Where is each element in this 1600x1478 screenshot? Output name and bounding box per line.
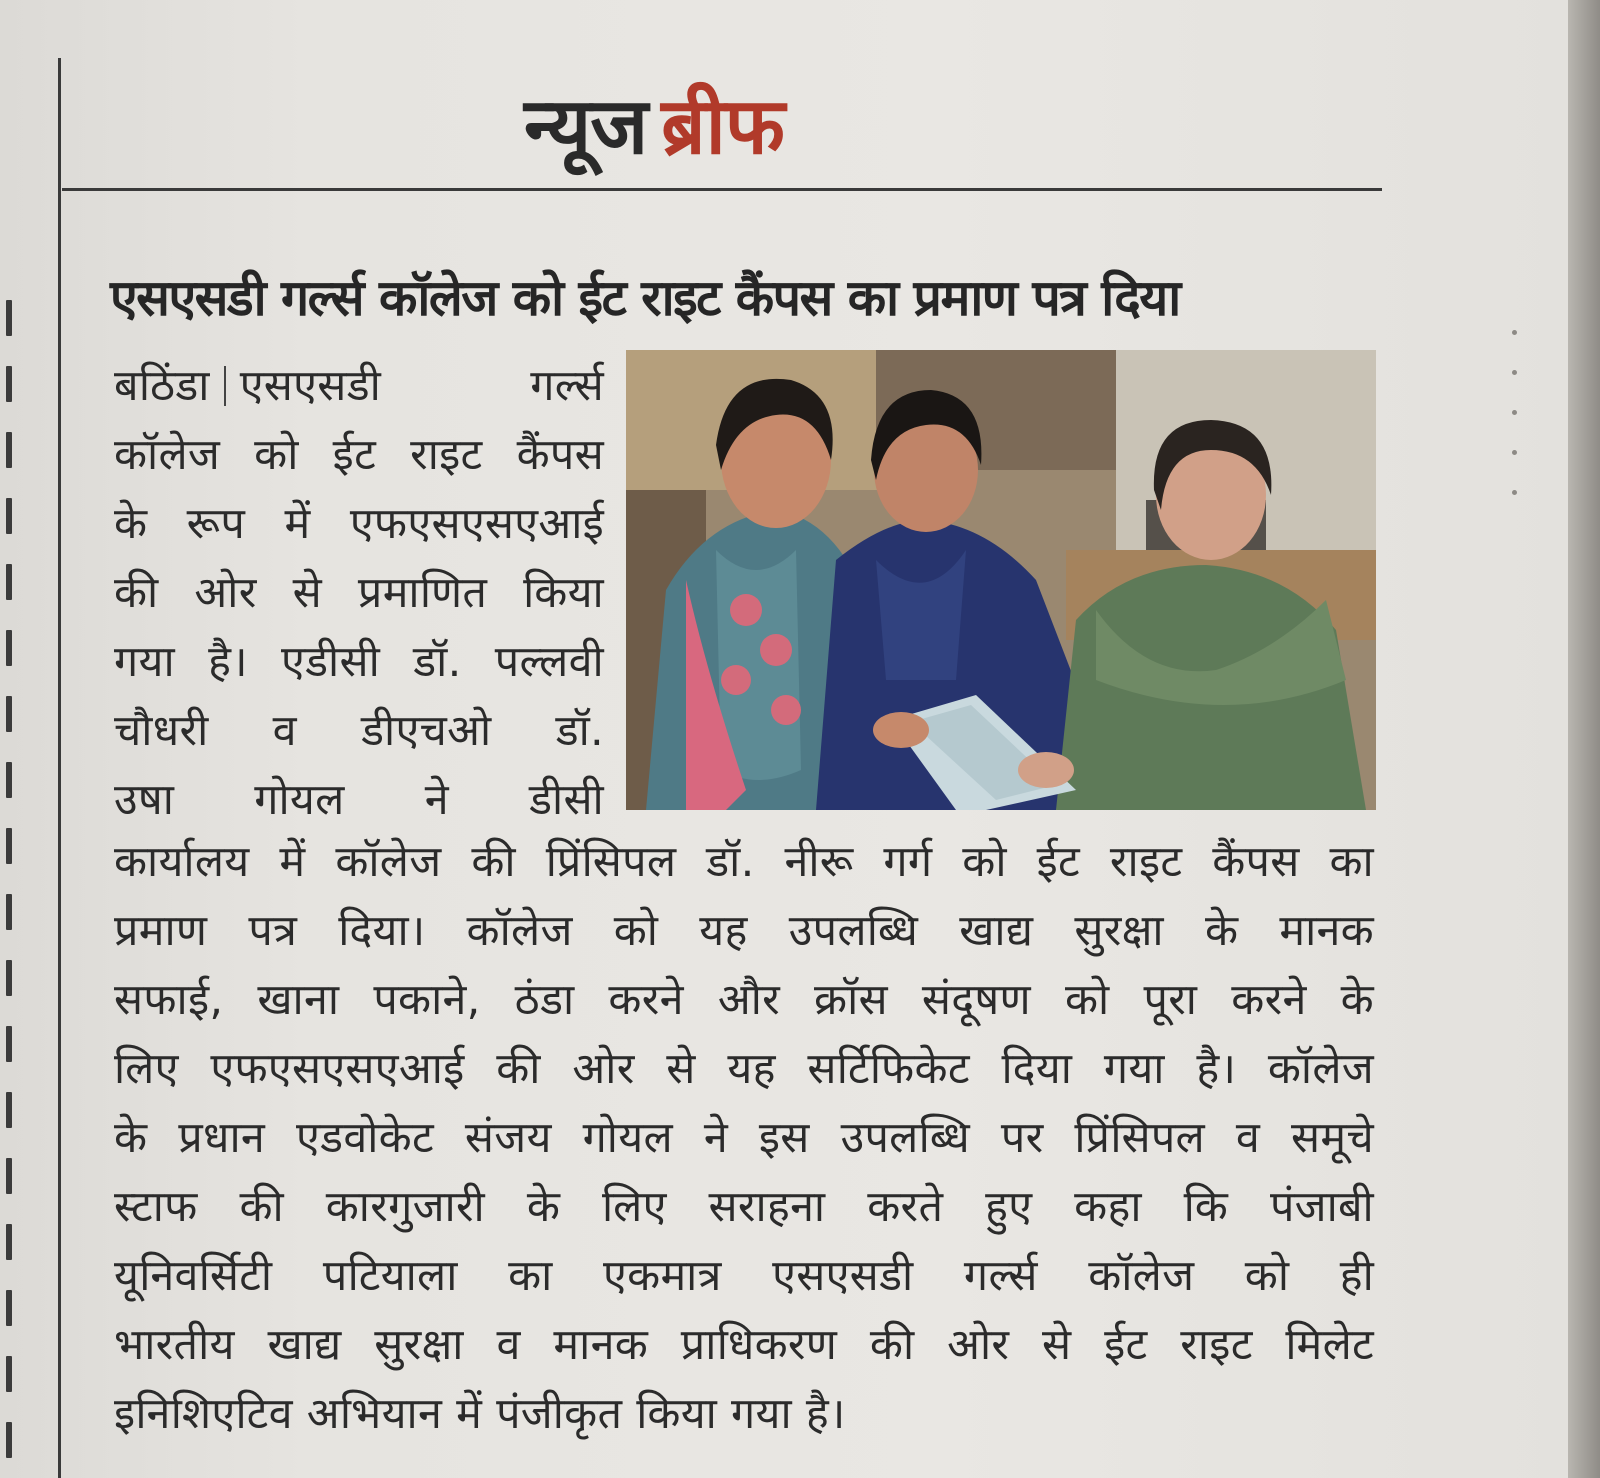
article-body (114, 828, 1374, 1449)
section-masthead (524, 70, 785, 172)
lead-line: चौधरी व डीएचओ डॉ. (114, 706, 604, 756)
lead-line-text: एसएसडी गर्ल्स (239, 361, 604, 411)
news-photo (626, 350, 1376, 810)
lead-line (114, 352, 604, 421)
column-rule (58, 58, 61, 1478)
body-line: प्रमाण पत्र दिया। कॉलेज को यह उपलब्धि खाद्य सुरक्षा के मानक (114, 906, 1374, 956)
lead-line: कॉलेज को ईट राइट कैंपस (114, 430, 604, 480)
news-photo-three-women-certificate-icon (626, 350, 1376, 810)
margin-dots (1500, 310, 1530, 510)
body-line: के प्रधान एडवोकेट संजय गोयल ने इस उपलब्धि पर प्रिंसिपल व समूचे (114, 1113, 1374, 1163)
article-lead-column (114, 352, 604, 835)
lead-line: उषा गोयल ने डीसी (114, 775, 604, 825)
body-line: कार्यालय में कॉलेज की प्रिंसिपल डॉ. नीरू गर्ग को ईट राइट कैंपस का (114, 837, 1374, 887)
page-edge-shadow (1568, 0, 1600, 1478)
body-line: लिए एफएसएसएआई की ओर से यह सर्टिफिकेट दिया गया है। कॉलेज (114, 1044, 1374, 1094)
dateline: बठिंडा (114, 361, 210, 411)
masthead-word-brief: ब्रीफ (661, 82, 785, 172)
body-line: यूनिवर्सिटी पटियाला का एकमात्र एसएसडी गर्ल्स कॉलेज को ही (114, 1251, 1374, 1301)
article-headline: एसएसडी गर्ल्स कॉलेज को ईट राइट कैंपस का प्रमाण पत्र दिया (110, 269, 1180, 327)
body-line: भारतीय खाद्य सुरक्षा व मानक प्राधिकरण की ओर से ईट राइट मिलेट (114, 1320, 1374, 1370)
lead-line: के रूप में एफएसएसएआई (114, 499, 604, 549)
masthead-rule (62, 188, 1382, 191)
body-line: इनिशिएटिव अभियान में पंजीकृत किया गया है। (114, 1389, 846, 1439)
dateline-separator (224, 366, 226, 406)
body-line: सफाई, खाना पकाने, ठंडा करने और क्रॉस संदूषण को पूरा करने के (114, 975, 1374, 1025)
previous-column-fragment (0, 300, 24, 1450)
masthead-word-news: न्यूज (524, 82, 648, 172)
lead-line: की ओर से प्रमाणित किया (114, 568, 604, 618)
lead-line: गया है। एडीसी डॉ. पल्लवी (114, 637, 604, 687)
body-line: स्टाफ की कारगुजारी के लिए सराहना करते हुए कहा कि पंजाबी (114, 1182, 1374, 1232)
